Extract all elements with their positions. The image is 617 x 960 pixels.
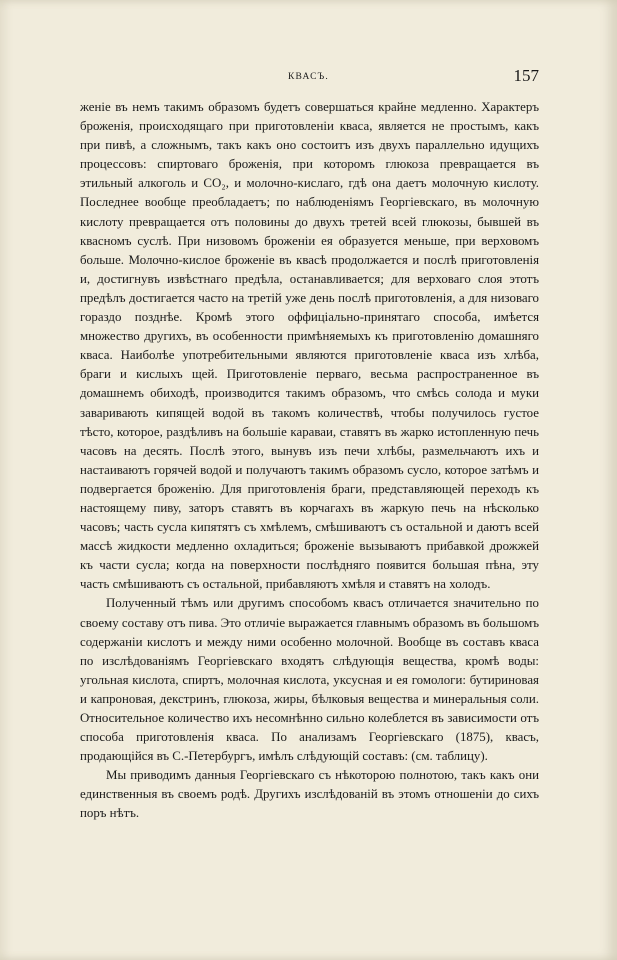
paragraph: женіе въ немъ такимъ образомъ будетъ совершаться крайне медленно. Характеръ броженія, происходящаго при приготовленіи кваса, является не простымъ, какъ при пивѣ, а сложнымъ, такъ какъ оно состоитъ изъ двухъ параллельно идущихъ процессовъ: спиртоваго броженія, при которомъ глюкоза превращается въ этильный алкоголь и CO₂, и молочно-кислаго, гдѣ она даетъ молочную кислоту. Последнее вообще преобладаетъ; по наблюденіямъ Георгіевскаго, въ молочную кислоту превращается отъ половины до двухъ третей всей глюкозы, бывшей въ квасномъ суслѣ. При низовомъ броженіи ея образуется меньше, при верховомъ больше. Молочно-кислое броженіе въ квасѣ продолжается и послѣ приготовленія и, достигнувъ извѣстнаго предѣла, останавливается; для верховаго слоя этотъ предѣлъ достигается часто на третій уже день послѣ приготовленія, а для низоваго гораздо позднѣе. Кромѣ этого оффиціально-принятаго способа, имѣется множество другихъ, въ особенности примѣняемыхъ къ приготовленію домашняго кваса. Наиболѣе употребительными являются приготовленіе кваса изъ хлѣба, браги и кислыхъ щей. Приготовленіе перваго, весьма распространенное въ домашнемъ обиходѣ, производится такимъ образомъ, что смѣсь солода и муки заваривають кипящей водой въ такомъ количествѣ, чтобы получилось густое тѣсто, которое, раздѣливъ на большіе караваи, ставятъ въ жарко истопленную печь часовъ на десять. Послѣ этого, вынувъ изъ печи хлѣбы, размельчаютъ ихъ и настаиваютъ горячей водой и получаютъ такимъ образомъ сусло, которое затѣмъ и подвергается броженію. Для приготовленія браги, представляющей переходъ къ настоящему пиву, заторъ ставятъ въ корчагахъ въ жаркую печь на нѣсколько часовъ; часть сусла кипятятъ съ хмѣлемъ, смѣшиваютъ съ остальной и даютъ всей массѣ жидкости медленно охладиться; броженіе вызываютъ прибавкой дрожжей къ части сусла; когда на поверхности послѣдняго появится большая пѣна, эту часть смѣшиваютъ съ остальной, прибавляютъ хмѣля и ставятъ на холодъ. (80, 100, 539, 592)
page-number: 157 (513, 66, 539, 85)
running-title: КВАСЪ. (288, 72, 329, 82)
page-header (78, 66, 539, 88)
paragraph: Мы приводимъ данныя Георгіевскаго съ нѣкоторою полнотою, такъ какъ они единственныя въ своемъ родѣ. Другихъ изслѣдованій въ этомъ отношеніи до сихъ поръ нѣтъ. (80, 768, 539, 821)
body-text (80, 98, 539, 824)
paragraph: Полученный тѣмъ или другимъ способомъ квасъ отличается значительно по своему составу отъ пива. Это отличіе выражается главнымъ образомъ въ большомъ содержаніи кислотъ и между ними особенно молочной. Вообще въ составъ кваса по изслѣдованіямъ Георгіевскаго входятъ слѣдующія вещества, кромѣ воды: угольная кислота, спиртъ, молочная кислота, уксусная и ея гомологи: бутириновая и капроновая, декстринъ, глюкоза, жиры, бѣлковыя вещества и минеральныя соли. Относительное количество ихъ несомнѣнно сильно колеблется въ зависимости отъ способа приготовленія кваса. По анализамъ Георгіевскаго (1875), квасъ, продающійся въ С.-Петербургъ, имѣлъ слѣдующій составъ: (см. таблицу). (80, 596, 539, 764)
